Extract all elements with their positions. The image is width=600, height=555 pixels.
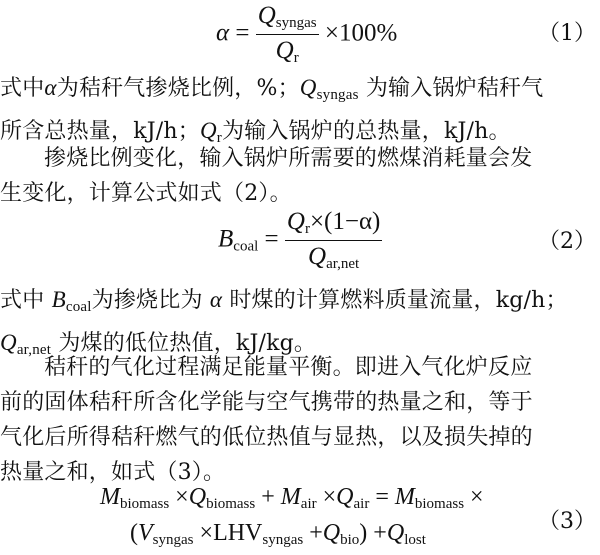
- numerator-subscript: r: [304, 221, 310, 237]
- math-subscript: lost: [404, 532, 426, 548]
- equation-3-line-1: [100, 484, 484, 513]
- paren: ): [359, 520, 368, 546]
- math-symbol: Q: [199, 118, 217, 143]
- paragraph-line: 生变化，计算公式如式（2）。: [0, 181, 292, 206]
- paragraph-line: 热量之和，如式（3）。: [0, 460, 226, 485]
- text-span: 式中: [0, 76, 45, 101]
- alpha-symbol: α: [44, 75, 57, 100]
- paragraph-line: [0, 282, 600, 325]
- math-subscript: coal: [65, 299, 92, 315]
- b-symbol: B: [218, 225, 234, 253]
- math-symbol: B: [51, 287, 66, 312]
- paragraph-line: 秸秆的气化过程满足能量平衡。即进入气化炉反应: [44, 355, 533, 380]
- denominator-subscript: ar,net: [326, 256, 360, 273]
- equals-sign: =: [235, 19, 250, 47]
- math-subscript: bio: [340, 532, 360, 548]
- numerator-tail: ×(1−α): [309, 208, 381, 235]
- fraction: [256, 2, 319, 68]
- math-symbol: Q: [0, 330, 17, 355]
- math-symbol: LHV: [213, 520, 263, 546]
- operator: ×: [322, 484, 337, 510]
- text-span: 为输入锅炉秸秆气: [358, 76, 544, 101]
- alpha-symbol: α: [216, 19, 230, 47]
- math-subscript: syngas: [262, 532, 304, 548]
- math-subscript: syngas: [152, 532, 194, 548]
- math-subscript: biomass: [206, 496, 256, 512]
- equation-number: （2）: [538, 229, 596, 254]
- numerator-symbol: Q: [257, 2, 276, 29]
- numerator-symbol: Q: [286, 208, 305, 235]
- math-symbol: V: [138, 520, 153, 546]
- math-symbol: M: [394, 484, 415, 510]
- operator: +: [261, 484, 275, 510]
- numerator-subscript: syngas: [275, 15, 317, 31]
- paragraph-line: 掺烧比例变化，输入锅炉所需要的燃煤消耗量会发: [44, 146, 533, 171]
- multiply-percent: ×100%: [324, 19, 398, 47]
- paragraph-line: 前的固体秸秆所含化学能与空气携带的热量之和，等于: [0, 390, 533, 415]
- text-span: 所含总热量，kJ/h；: [0, 119, 200, 144]
- math-subscript: air: [353, 496, 370, 512]
- math-symbol: Q: [188, 484, 207, 510]
- math-symbol: Q: [322, 520, 341, 546]
- equation-number: （3）: [538, 509, 596, 534]
- operator: +: [309, 520, 323, 546]
- math-subscript: r: [216, 130, 222, 146]
- math-subscript: ar,net: [16, 342, 52, 358]
- b-subscript: coal: [233, 238, 259, 255]
- denominator-subscript: r: [293, 50, 299, 67]
- denominator-symbol: Q: [308, 243, 327, 271]
- math-symbol: M: [280, 484, 301, 510]
- math-symbol: Q: [336, 484, 354, 510]
- text-span: 为秸秆气掺烧比例，%；: [56, 76, 300, 101]
- math-subscript: air: [300, 496, 317, 512]
- equation-3-line-2: [130, 520, 426, 549]
- text-span: 为掺烧比为: [91, 288, 210, 313]
- paragraph-2: [0, 141, 600, 211]
- paragraph-4: [0, 350, 600, 490]
- alpha-symbol: α: [209, 287, 223, 312]
- text-span: 时煤的计算燃料质量流量，kg/h；: [222, 288, 568, 313]
- paragraph-line: 气化后所得秸秆燃气的低位热值与显热，以及损失掉的: [0, 425, 533, 450]
- math-subscript: biomass: [120, 496, 170, 512]
- fraction: [285, 208, 383, 274]
- operator: +: [373, 520, 387, 546]
- operator: ×: [470, 484, 484, 510]
- text-span: 为输入锅炉的总热量，kJ/h。: [221, 119, 511, 144]
- text-span: 式中: [0, 288, 52, 313]
- equals-sign: =: [264, 225, 279, 253]
- math-symbol: Q: [299, 75, 317, 100]
- math-symbol: Q: [386, 520, 405, 546]
- math-subscript: syngas: [316, 87, 359, 103]
- paren: (: [130, 520, 138, 546]
- operator: ×: [175, 484, 189, 510]
- equation-number: （1）: [538, 21, 596, 46]
- denominator-symbol: Q: [275, 37, 294, 65]
- operator: ×: [199, 520, 214, 546]
- operator: =: [375, 484, 389, 510]
- text-span: 为煤的低位热值，kJ/kg。: [51, 331, 317, 356]
- paragraph-line: [0, 70, 600, 113]
- math-symbol: M: [100, 484, 120, 510]
- math-subscript: biomass: [414, 496, 465, 512]
